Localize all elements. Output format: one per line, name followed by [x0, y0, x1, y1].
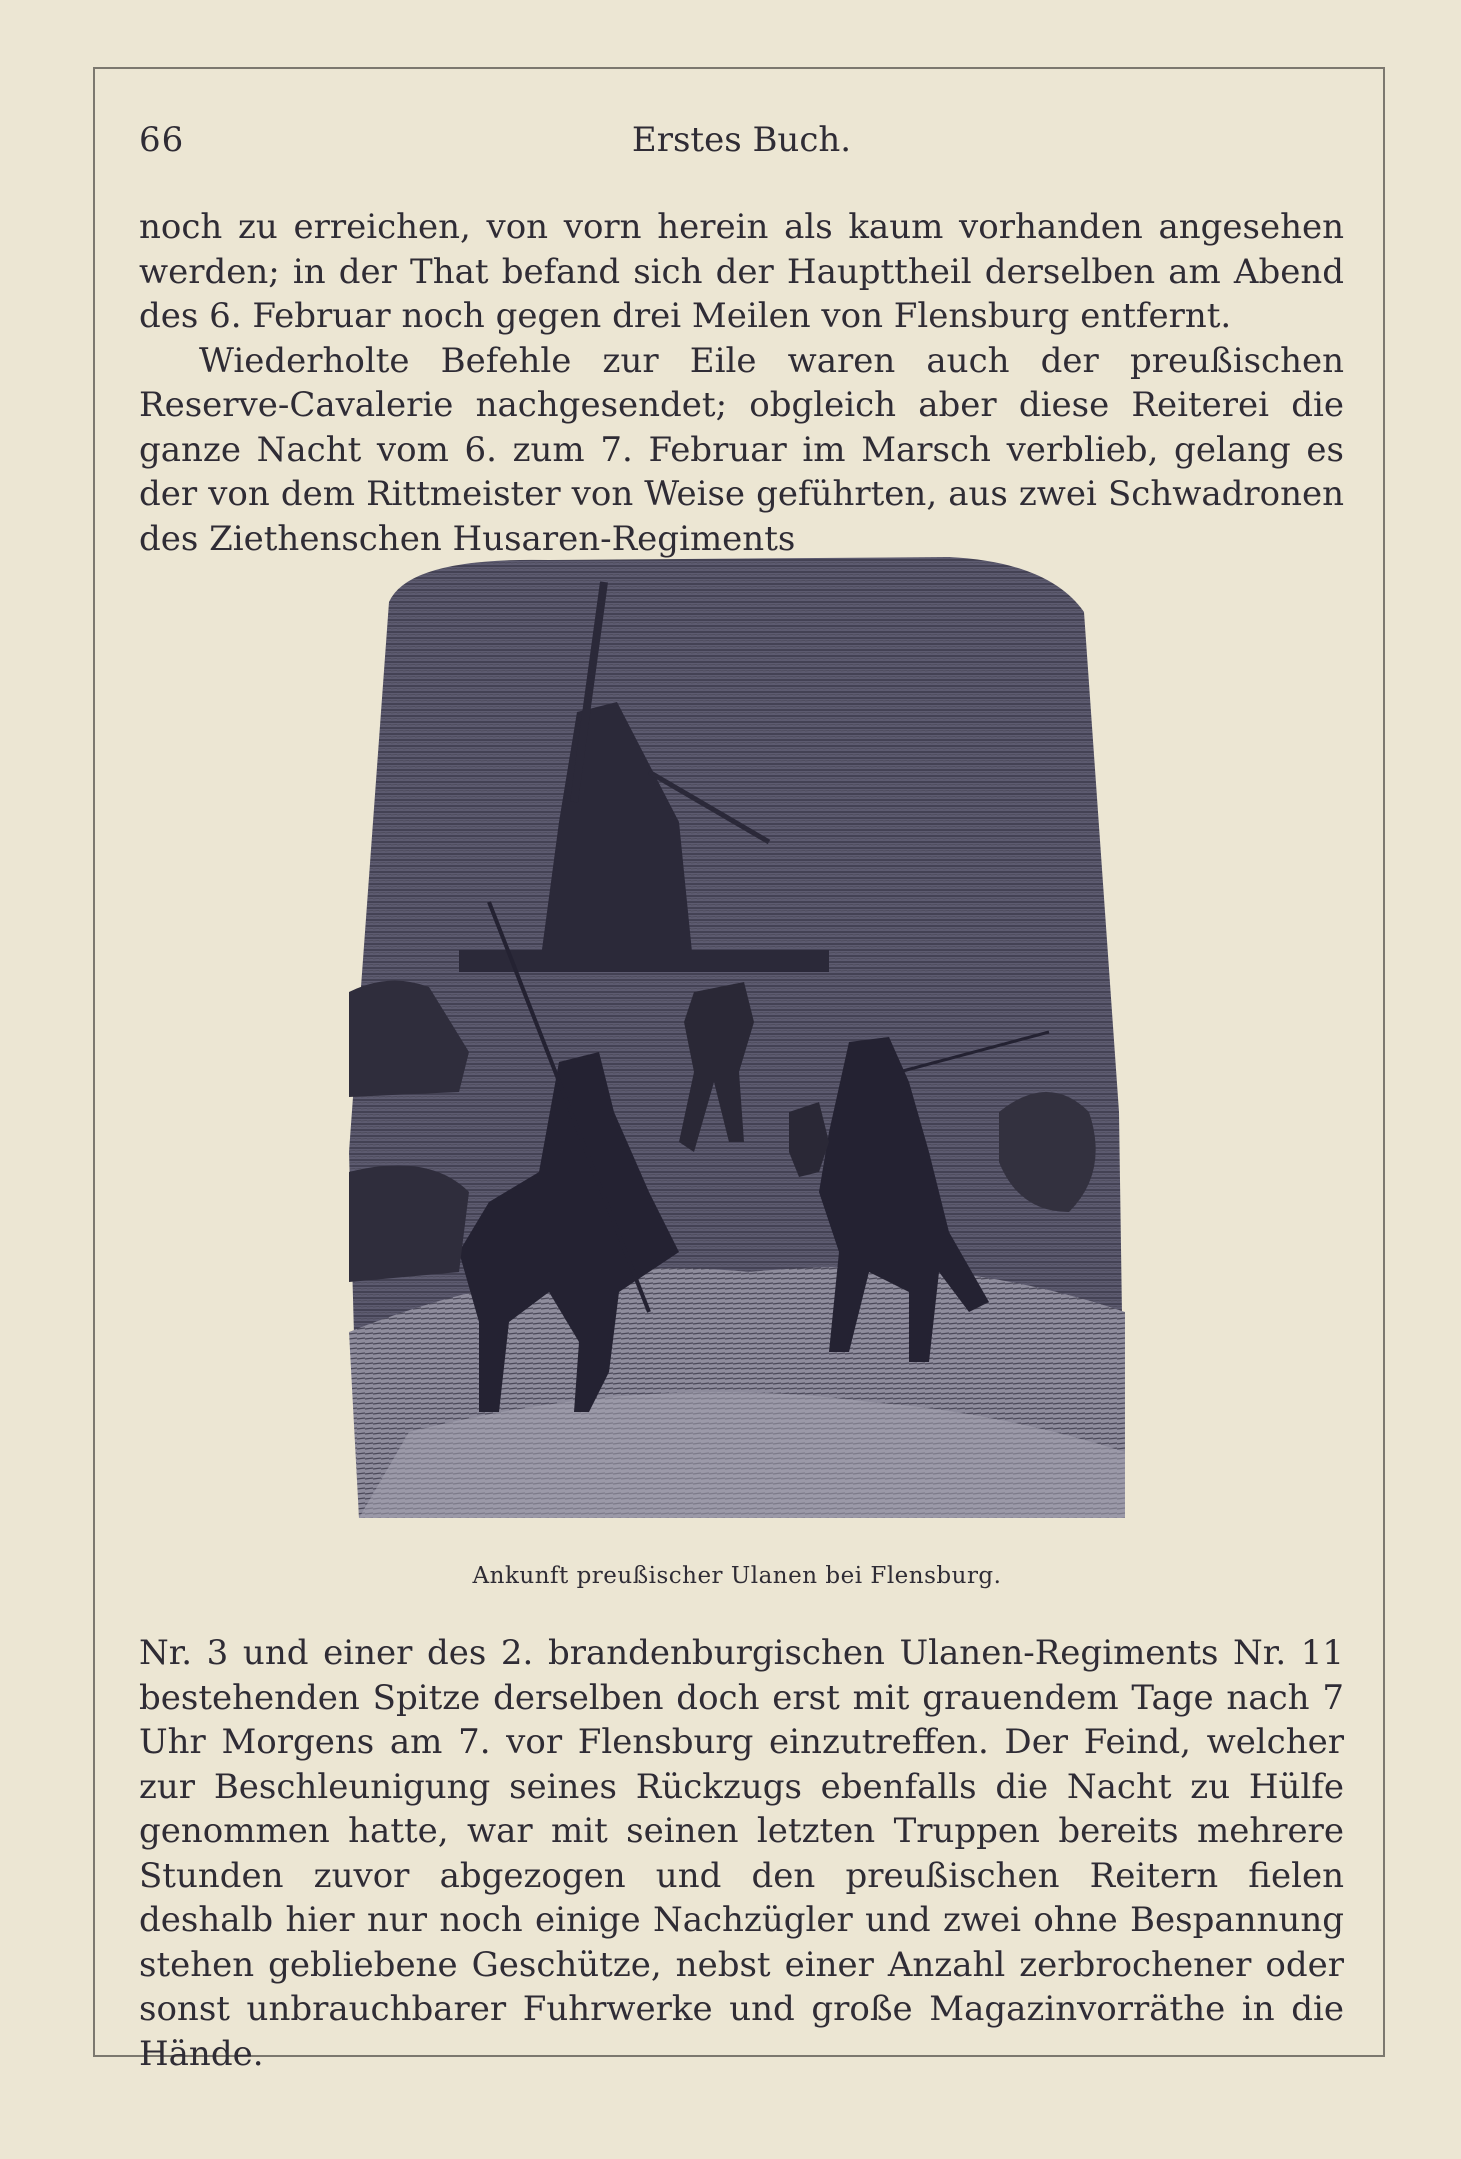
text-block-top — [139, 205, 1344, 561]
windmill-riders-engraving — [349, 552, 1125, 1518]
text-block-bottom — [139, 1631, 1344, 2076]
running-head: Erstes Buch. — [631, 120, 852, 160]
engraving-illustration — [349, 552, 1125, 1518]
paragraph-1: noch zu erreichen, von vorn herein als kaum vorhanden angesehen werden; in der That befand sich der Haupttheil derselben am Abend des 6. Februar noch gegen drei Meilen von Flensburg entfernt. — [139, 207, 1344, 336]
paragraph-3: Nr. 3 und einer des 2. brandenburgischen Ulanen-Regiments Nr. 11 bestehenden Spitze derselben doch erst mit grauendem Tage nach 7 Uhr Morgens am 7. vor Flensburg einzutreffen. Der Feind, welcher zur Beschleunigung seines Rückzugs ebenfalls die Nacht zu Hülfe genommen hatte, war mit seinen letzten Truppen bereits mehrere Stunden zuvor abgezogen und den preußischen Reitern fielen deshalb hier nur noch einige Nachzügler und zwei ohne Bespannung stehen gebliebene Geschütze, nebst einer Anzahl zerbrochener oder sonst unbrauchbarer Fuhrwerke und große Magazinvorräthe in die Hände. — [139, 1633, 1344, 2074]
left-earth-bank — [349, 1165, 469, 1282]
page-number: 66 — [139, 120, 185, 160]
paragraph-2: Wiederholte Befehle zur Eile waren auch der preußischen Reserve-Cavalerie nachgesendet; obgleich aber diese Reiterei die ganze Nacht vom 6. zum 7. Februar im Marsch verblieb, gelang es der von dem Rittmeister von Weise geführten, aus zwei Schwadronen des Ziethenschen Husaren-Regiments — [139, 340, 1344, 559]
illustration-caption: Ankunft preußischer Ulanen bei Flensburg. — [472, 1563, 1002, 1589]
page-header — [139, 120, 1344, 170]
